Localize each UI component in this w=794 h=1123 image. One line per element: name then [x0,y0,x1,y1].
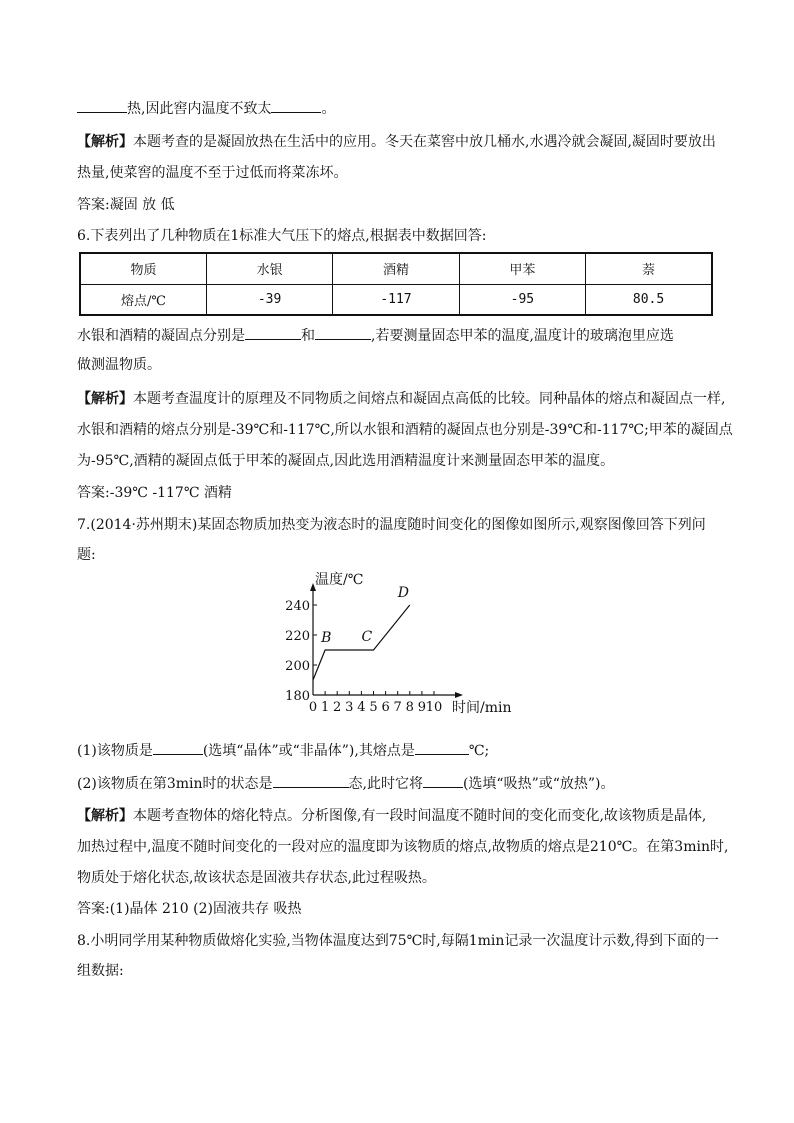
table-cell: 酒精 [333,253,459,284]
answer-blank [315,325,371,340]
question-text: 题: [77,547,96,563]
table-cell: -39 [206,284,332,315]
x-tick-label: 6 [381,700,390,715]
analysis-text: 热量,使菜窖的温度不至于过低而将菜冻坏。 [77,165,348,181]
x-tick-label: 8 [405,700,414,715]
x-tick-label: 4 [357,700,366,715]
question-text: 组数据: [77,963,124,979]
answer-blank [77,98,127,113]
answer-blank [273,773,349,788]
q5-tail-text: 热,因此窖内温度不致太 [127,101,272,117]
question-text: (1)该物质是 [77,743,153,759]
x-tick-label: 3 [345,700,354,715]
question-8-stem [77,931,717,951]
y-tick-label: 180 [285,689,310,704]
point-label: D [397,585,410,601]
analysis-line [77,837,729,857]
question-text: 8.小明同学用某种物质做熔化实验,当物体温度达到75℃时,每隔1min记录一次温度计示数,得到下面的一 [77,933,719,949]
y-axis-title: 温度/℃ [315,572,364,588]
x-tick-label: 5 [369,700,378,715]
question-6-fill [77,355,717,375]
table-cell: 物质 [80,253,206,284]
analysis-line [77,132,717,152]
analysis-tag: 【解析】 [77,134,133,150]
answer-text: 答案:凝固 放 低 [77,197,175,213]
question-7-sub1 [77,740,717,761]
question-text: (2)该物质在第3min时的状态是 [77,776,273,792]
analysis-line [77,868,717,888]
table-cell: 甲苯 [459,253,585,284]
x-tick-label: 7 [393,700,402,715]
table-cell: 80.5 [586,284,712,315]
question-7-stem [77,545,717,565]
chart-svg [285,570,525,720]
table-cell: 熔点/℃ [80,284,206,315]
point-label: C [361,629,373,645]
analysis-tag: 【解析】 [77,808,133,824]
table-cell: -117 [333,284,459,315]
table-header-row [80,253,712,284]
analysis-line [77,389,726,409]
question-6-fill [77,325,717,346]
x-axis-arrow [455,692,463,698]
analysis-text: 水银和酒精的熔点分别是-39℃和-117℃,所以水银和酒精的凝固点也分别是-39℃和-117℃;甲苯的凝固点 [77,422,733,438]
analysis-line [77,451,717,471]
analysis-text: 物质处于熔化状态,故该状态是固液共存状态,此过程吸热。 [77,870,436,886]
question-text: 和 [301,328,315,344]
answer-text: 答案:(1)晶体 210 (2)固液共存 吸热 [77,901,302,917]
table-row [80,284,712,315]
analysis-line [77,420,733,440]
question-text: (选填“晶体”或“非晶体”),其熔点是 [202,743,415,759]
answer-blank [153,740,203,755]
analysis-text: 本题考查的是凝固放热在生活中的应用。冬天在菜窖中放几桶水,水遇冷就会凝固,凝固时要放出 [133,134,716,150]
melting-point-table [79,252,713,316]
answer-line [77,483,717,503]
question-7-sub2 [77,773,717,794]
answer-blank [423,773,463,788]
table-cell: 萘 [586,253,712,284]
question-text: 6.下表列出了几种物质在1标准大气压下的熔点,根据表中数据回答: [77,228,487,244]
temperature-time-chart [285,570,525,720]
question-text: ,若要测量固态甲苯的温度,温度计的玻璃泡里应选 [371,328,674,344]
answer-blank [245,325,301,340]
table-cell: 水银 [206,253,332,284]
question-text: 态,此时它将 [348,776,423,792]
x-tick-label: 10 [425,700,443,715]
q5-tail-end: 。 [321,101,336,117]
question-text: (选填“吸热”或“放热”)。 [462,776,615,792]
question-6-stem [77,226,717,246]
analysis-line [77,806,717,826]
x-tick-label: 0 [308,700,318,715]
analysis-text: 加热过程中,温度不随时间变化的一段对应的温度即为该物质的熔点,故物质的熔点是210℃。在第3min时, [77,839,729,855]
answer-line [77,195,717,215]
answer-blank [415,740,469,755]
analysis-tag: 【解析】 [77,391,133,407]
y-tick-label: 200 [285,659,310,674]
question-7-stem [77,515,717,535]
question-text: ℃; [468,743,490,759]
answer-blank [271,98,321,113]
y-tick-label: 240 [285,599,310,614]
analysis-text: 本题考查物体的熔化特点。分析图像,有一段时间温度不随时间的变化而变化,故该物质是晶体, [133,808,707,824]
question-8-stem [77,961,717,981]
analysis-text: 本题考查温度计的原理及不同物质之间熔点和凝固点高低的比较。同种晶体的熔点和凝固点一样, [133,391,726,407]
x-axis-title: 时间/min [452,700,512,716]
y-tick-label: 220 [285,629,310,644]
x-tick-label: 9 [417,700,427,715]
answer-line [77,899,717,919]
answer-text: 答案:-39℃ -117℃ 酒精 [77,485,232,501]
analysis-text: 为-95℃,酒精的凝固点低于甲苯的凝固点,因此选用酒精温度计来测量固态甲苯的温度。 [77,453,615,469]
table-cell: -95 [459,284,585,315]
question-text: 水银和酒精的凝固点分别是 [77,328,245,344]
q5-tail-line [77,98,717,119]
x-tick-label: 2 [333,700,342,715]
x-tick-label: 1 [320,700,330,715]
question-text: 做测温物质。 [77,357,161,373]
point-label: B [321,630,332,646]
question-text: 7.(2014·苏州期末)某固态物质加热变为液态时的温度随时间变化的图像如图所示,观察图像回答下列问 [77,517,706,533]
analysis-line [77,163,717,183]
